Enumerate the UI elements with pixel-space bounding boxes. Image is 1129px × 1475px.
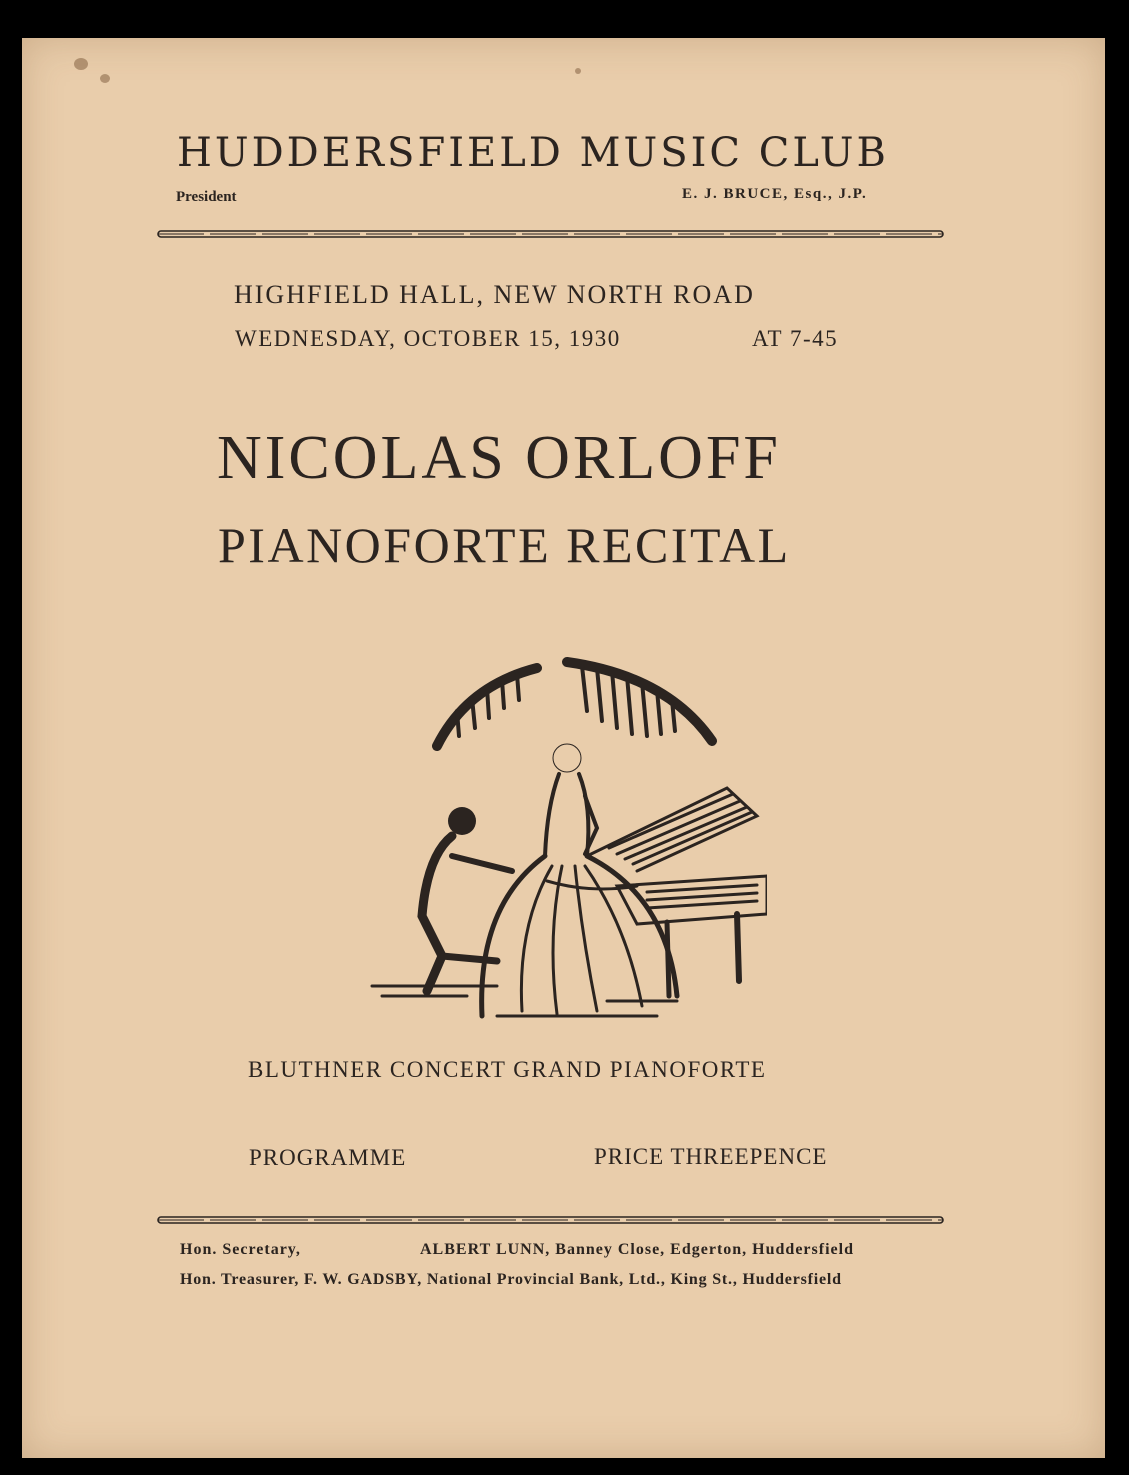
paper-stain (100, 74, 110, 83)
programme-page (22, 38, 1105, 1458)
secretary-details: ALBERT LUNN, Banney Close, Edgerton, Huddersfield (420, 1241, 854, 1258)
recital-title: PIANOFORTE RECITAL (218, 517, 791, 573)
paper-stain (74, 58, 88, 70)
price-label: PRICE THREEPENCE (594, 1144, 828, 1169)
president-name: E. J. BRUCE, Esq., J.P. (682, 186, 868, 202)
club-name: HUDDERSFIELD MUSIC CLUB (177, 130, 889, 176)
performer-name: NICOLAS ORLOFF (217, 424, 781, 492)
ornamental-rule-top (157, 229, 944, 239)
treasurer-details: Hon. Treasurer, F. W. GADSBY, National Provincial Bank, Ltd., King St., Huddersfield (180, 1271, 842, 1288)
pianist-and-singer-illustration (347, 656, 767, 1021)
venue: HIGHFIELD HALL, NEW NORTH ROAD (234, 280, 755, 309)
programme-label: PROGRAMME (249, 1145, 407, 1170)
president-label: President (176, 189, 237, 205)
piano-note: BLUTHNER CONCERT GRAND PIANOFORTE (248, 1057, 767, 1082)
event-date: WEDNESDAY, OCTOBER 15, 1930 (235, 326, 621, 351)
ornamental-rule-bottom (157, 1215, 944, 1225)
secretary-label: Hon. Secretary, (180, 1241, 301, 1258)
event-time: AT 7-45 (752, 326, 839, 351)
paper-stain (575, 68, 581, 74)
